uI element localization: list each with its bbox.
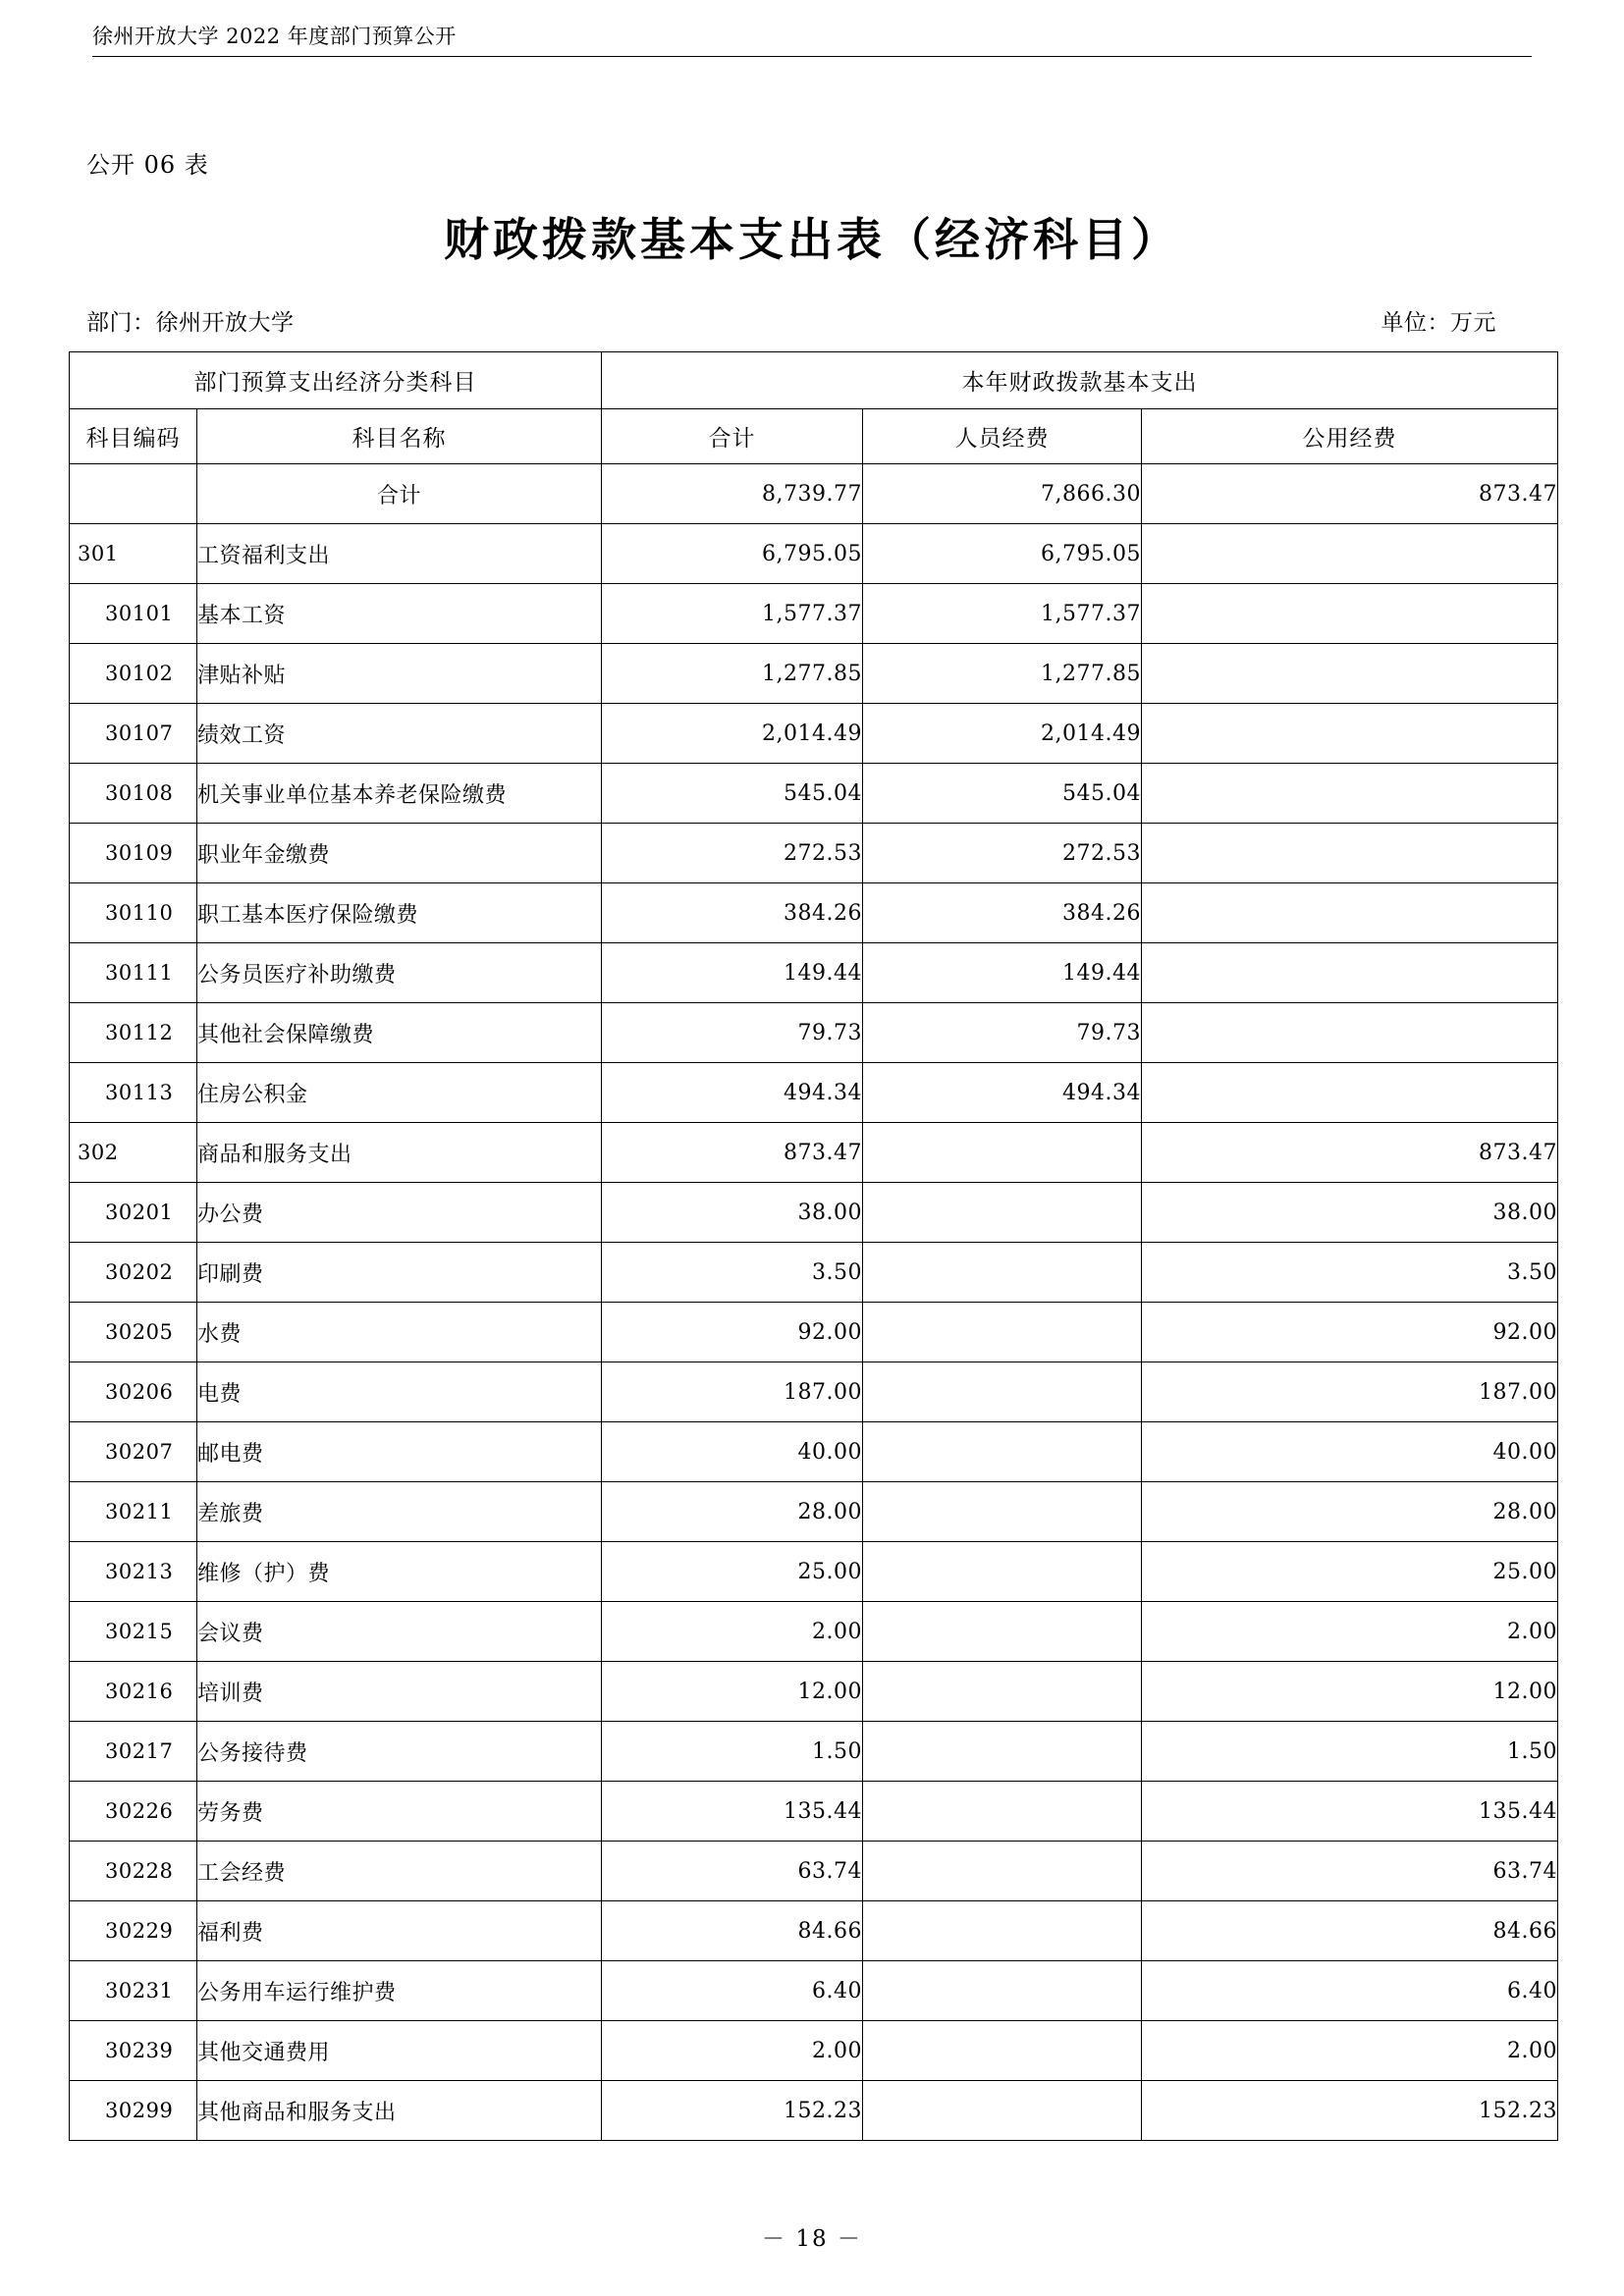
page-footer: － 18 － — [762, 2226, 862, 2252]
cell-public: 152.23 — [1142, 2081, 1558, 2141]
cell-total: 1,277.85 — [602, 644, 863, 704]
cell-public: 2.00 — [1142, 2021, 1558, 2081]
cell-code: 30206 — [70, 1362, 197, 1422]
cell-name: 办公费 — [197, 1183, 602, 1243]
cell-total: 873.47 — [602, 1123, 863, 1183]
cell-public: 25.00 — [1142, 1542, 1558, 1602]
meta-row — [86, 304, 1538, 337]
cell-total: 1,577.37 — [602, 584, 863, 644]
cell-total: 84.66 — [602, 1901, 863, 1961]
budget-table — [69, 351, 1558, 2141]
cell-personnel: 7,866.30 — [863, 464, 1142, 524]
cell-name: 会议费 — [197, 1602, 602, 1662]
cell-public: 187.00 — [1142, 1362, 1558, 1422]
cell-public — [1142, 1063, 1558, 1123]
unit-label: 单位：万元 — [1380, 310, 1496, 336]
cell-personnel — [863, 1602, 1142, 1662]
cell-code: 30211 — [70, 1482, 197, 1542]
cell-personnel: 384.26 — [863, 883, 1142, 943]
cell-code: 30228 — [70, 1842, 197, 1901]
cell-name: 邮电费 — [197, 1422, 602, 1482]
cell-code: 301 — [70, 524, 197, 584]
table-row — [70, 704, 1558, 764]
table-row — [70, 1003, 1558, 1063]
table-row — [70, 824, 1558, 883]
cell-code: 30113 — [70, 1063, 197, 1123]
table-body — [70, 464, 1558, 2141]
cell-name: 差旅费 — [197, 1482, 602, 1542]
cell-total: 2.00 — [602, 1602, 863, 1662]
table-row — [70, 464, 1558, 524]
cell-code: 30229 — [70, 1901, 197, 1961]
page-title: 财政拨款基本支出表（经济科目） — [444, 213, 1180, 266]
header-group-subject: 部门预算支出经济分类科目 — [70, 352, 602, 409]
cell-name: 住房公积金 — [197, 1063, 602, 1123]
cell-total: 1.50 — [602, 1722, 863, 1782]
table-row — [70, 1482, 1558, 1542]
cell-public — [1142, 883, 1558, 943]
cell-code: 302 — [70, 1123, 197, 1183]
cell-total: 3.50 — [602, 1243, 863, 1303]
cell-public: 1.50 — [1142, 1722, 1558, 1782]
table-row — [70, 1662, 1558, 1722]
cell-total: 272.53 — [602, 824, 863, 883]
cell-public: 6.40 — [1142, 1961, 1558, 2021]
cell-personnel — [863, 1782, 1142, 1842]
cell-code: 30111 — [70, 943, 197, 1003]
table-row — [70, 2081, 1558, 2141]
cell-code: 30231 — [70, 1961, 197, 2021]
cell-personnel — [863, 1243, 1142, 1303]
table-row — [70, 1063, 1558, 1123]
cell-name: 维修（护）费 — [197, 1542, 602, 1602]
cell-total: 25.00 — [602, 1542, 863, 1602]
cell-total: 63.74 — [602, 1842, 863, 1901]
cell-code — [70, 464, 197, 524]
cell-total: 545.04 — [602, 764, 863, 824]
cell-total: 40.00 — [602, 1422, 863, 1482]
cell-name: 印刷费 — [197, 1243, 602, 1303]
cell-code: 30201 — [70, 1183, 197, 1243]
cell-personnel — [863, 1662, 1142, 1722]
cell-public — [1142, 704, 1558, 764]
cell-code: 30110 — [70, 883, 197, 943]
cell-public: 873.47 — [1142, 464, 1558, 524]
cell-name: 其他商品和服务支出 — [197, 2081, 602, 2141]
table-row — [70, 1243, 1558, 1303]
cell-code: 30107 — [70, 704, 197, 764]
cell-name: 公务员医疗补助缴费 — [197, 943, 602, 1003]
table-row — [70, 1782, 1558, 1842]
cell-name: 其他交通费用 — [197, 2021, 602, 2081]
cell-total: 12.00 — [602, 1662, 863, 1722]
table-row — [70, 1362, 1558, 1422]
cell-public: 12.00 — [1142, 1662, 1558, 1722]
cell-total: 79.73 — [602, 1003, 863, 1063]
cell-name: 机关事业单位基本养老保险缴费 — [197, 764, 602, 824]
cell-total: 2.00 — [602, 2021, 863, 2081]
cell-personnel — [863, 1362, 1142, 1422]
table-row — [70, 1123, 1558, 1183]
cell-code: 30215 — [70, 1602, 197, 1662]
column-header-name: 科目名称 — [197, 409, 602, 464]
cell-name: 水费 — [197, 1303, 602, 1362]
cell-public: 40.00 — [1142, 1422, 1558, 1482]
cell-personnel — [863, 2021, 1142, 2081]
cell-public — [1142, 764, 1558, 824]
cell-name: 基本工资 — [197, 584, 602, 644]
cell-total: 149.44 — [602, 943, 863, 1003]
table-row — [70, 943, 1558, 1003]
cell-public: 873.47 — [1142, 1123, 1558, 1183]
table-row — [70, 524, 1558, 584]
cell-public: 92.00 — [1142, 1303, 1558, 1362]
cell-public — [1142, 524, 1558, 584]
cell-personnel — [863, 1183, 1142, 1243]
cell-public — [1142, 584, 1558, 644]
cell-total: 6.40 — [602, 1961, 863, 2021]
column-header-code: 科目编码 — [70, 409, 197, 464]
cell-name: 工会经费 — [197, 1842, 602, 1901]
cell-name: 其他社会保障缴费 — [197, 1003, 602, 1063]
cell-public: 135.44 — [1142, 1782, 1558, 1842]
cell-public: 2.00 — [1142, 1602, 1558, 1662]
cell-code: 30109 — [70, 824, 197, 883]
cell-public: 3.50 — [1142, 1243, 1558, 1303]
cell-code: 30217 — [70, 1722, 197, 1782]
cell-personnel — [863, 1422, 1142, 1482]
cell-public — [1142, 644, 1558, 704]
table-head — [70, 352, 1558, 464]
cell-code: 30101 — [70, 584, 197, 644]
cell-name: 职业年金缴费 — [197, 824, 602, 883]
cell-name: 商品和服务支出 — [197, 1123, 602, 1183]
cell-personnel: 2,014.49 — [863, 704, 1142, 764]
cell-personnel: 1,277.85 — [863, 644, 1142, 704]
cell-personnel — [863, 1842, 1142, 1901]
cell-personnel: 79.73 — [863, 1003, 1142, 1063]
cell-total: 384.26 — [602, 883, 863, 943]
cell-total: 135.44 — [602, 1782, 863, 1842]
cell-personnel: 272.53 — [863, 824, 1142, 883]
column-header-total: 合计 — [602, 409, 863, 464]
table-row — [70, 584, 1558, 644]
table-row — [70, 1961, 1558, 2021]
cell-code: 30299 — [70, 2081, 197, 2141]
cell-public: 38.00 — [1142, 1183, 1558, 1243]
cell-code: 30202 — [70, 1243, 197, 1303]
cell-name: 合计 — [197, 464, 602, 524]
cell-code: 30102 — [70, 644, 197, 704]
department-label: 部门：徐州开放大学 — [86, 310, 295, 336]
column-header-public: 公用经费 — [1142, 409, 1558, 464]
cell-total: 494.34 — [602, 1063, 863, 1123]
cell-name: 劳务费 — [197, 1782, 602, 1842]
cell-total: 8,739.77 — [602, 464, 863, 524]
cell-personnel: 1,577.37 — [863, 584, 1142, 644]
cell-public — [1142, 824, 1558, 883]
cell-code: 30226 — [70, 1782, 197, 1842]
cell-personnel — [863, 1123, 1142, 1183]
cell-public: 63.74 — [1142, 1842, 1558, 1901]
cell-code: 30216 — [70, 1662, 197, 1722]
cell-total: 92.00 — [602, 1303, 863, 1362]
table-row — [70, 883, 1558, 943]
running-header-text: 徐州开放大学 2022 年度部门预算公开 — [92, 25, 457, 48]
cell-total: 6,795.05 — [602, 524, 863, 584]
cell-personnel: 149.44 — [863, 943, 1142, 1003]
cell-personnel — [863, 1542, 1142, 1602]
column-header-personnel: 人员经费 — [863, 409, 1142, 464]
cell-code: 30207 — [70, 1422, 197, 1482]
cell-name: 培训费 — [197, 1662, 602, 1722]
cell-name: 公务接待费 — [197, 1722, 602, 1782]
cell-personnel: 545.04 — [863, 764, 1142, 824]
cell-code: 30205 — [70, 1303, 197, 1362]
cell-name: 绩效工资 — [197, 704, 602, 764]
table-row — [70, 1303, 1558, 1362]
cell-public: 28.00 — [1142, 1482, 1558, 1542]
cell-public — [1142, 943, 1558, 1003]
cell-name: 福利费 — [197, 1901, 602, 1961]
table-row — [70, 1901, 1558, 1961]
table-row — [70, 1542, 1558, 1602]
cell-public: 84.66 — [1142, 1901, 1558, 1961]
table-row — [70, 1183, 1558, 1243]
cell-personnel — [863, 1961, 1142, 2021]
budget-table-wrap — [69, 351, 1557, 2141]
cell-code: 30239 — [70, 2021, 197, 2081]
header-group-row — [70, 352, 1558, 409]
running-header-rule — [92, 56, 1532, 57]
cell-name: 电费 — [197, 1362, 602, 1422]
table-row — [70, 764, 1558, 824]
cell-name: 职工基本医疗保险缴费 — [197, 883, 602, 943]
table-row — [70, 1842, 1558, 1901]
table-row — [70, 1602, 1558, 1662]
cell-name: 津贴补贴 — [197, 644, 602, 704]
cell-public — [1142, 1003, 1558, 1063]
cell-personnel — [863, 1303, 1142, 1362]
table-row — [70, 2021, 1558, 2081]
cell-personnel — [863, 1901, 1142, 1961]
cell-total: 28.00 — [602, 1482, 863, 1542]
cell-personnel — [863, 1722, 1142, 1782]
cell-name: 公务用车运行维护费 — [197, 1961, 602, 2021]
cell-personnel: 6,795.05 — [863, 524, 1142, 584]
cell-personnel: 494.34 — [863, 1063, 1142, 1123]
cell-total: 187.00 — [602, 1362, 863, 1422]
cell-total: 38.00 — [602, 1183, 863, 1243]
cell-code: 30108 — [70, 764, 197, 824]
running-header — [92, 22, 1532, 57]
header-column-row — [70, 409, 1558, 464]
cell-personnel — [863, 2081, 1142, 2141]
cell-personnel — [863, 1482, 1142, 1542]
cell-code: 30112 — [70, 1003, 197, 1063]
cell-code: 30213 — [70, 1542, 197, 1602]
table-label: 公开 06 表 — [86, 151, 209, 179]
cell-name: 工资福利支出 — [197, 524, 602, 584]
cell-total: 2,014.49 — [602, 704, 863, 764]
cell-total: 152.23 — [602, 2081, 863, 2141]
table-row — [70, 644, 1558, 704]
table-row — [70, 1422, 1558, 1482]
table-row — [70, 1722, 1558, 1782]
header-group-appropriation: 本年财政拨款基本支出 — [602, 352, 1558, 409]
